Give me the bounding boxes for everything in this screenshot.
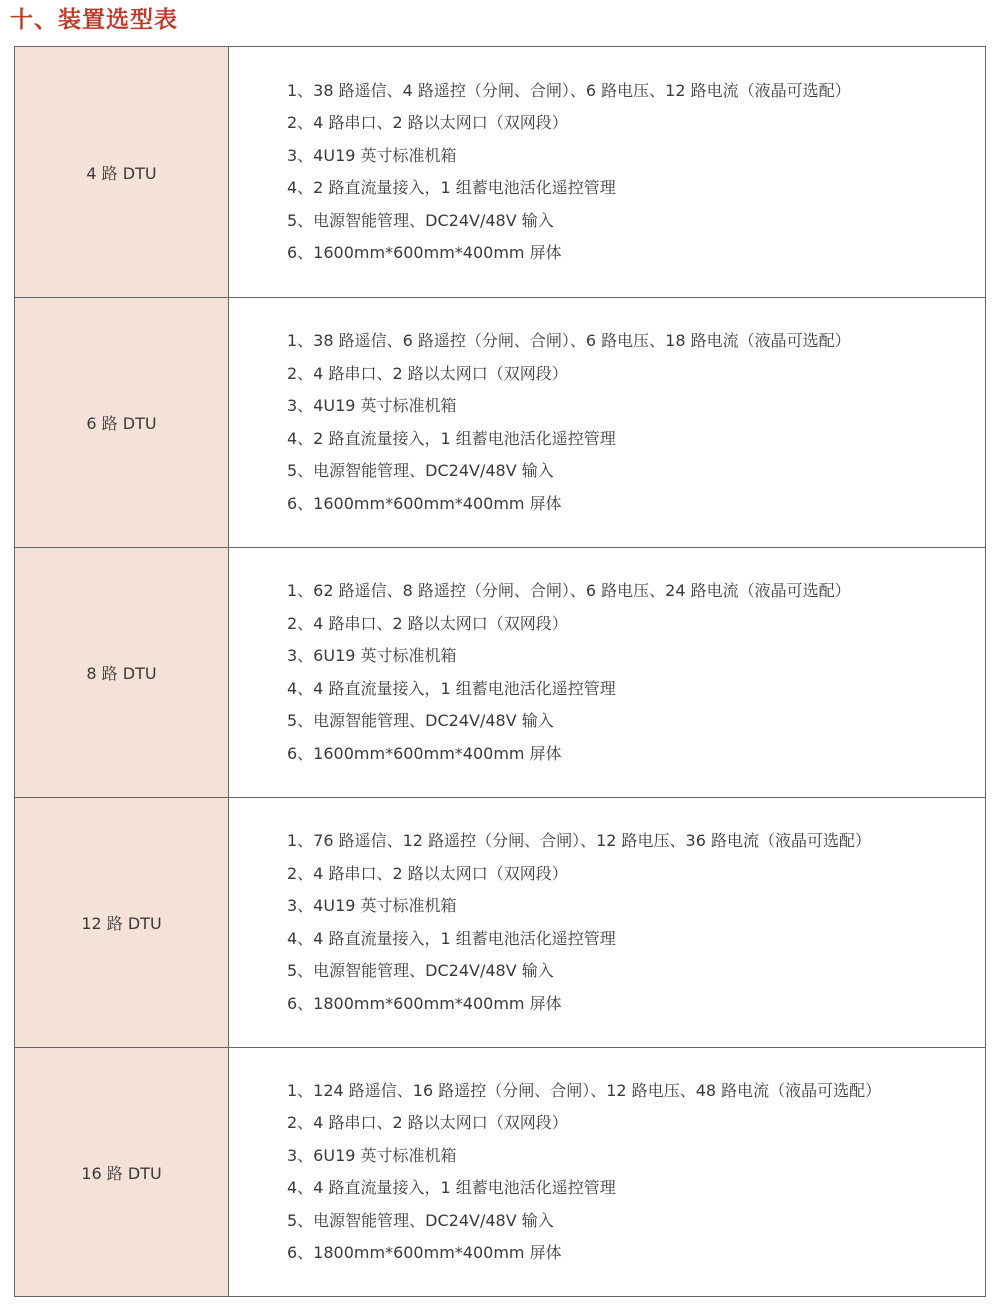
- spec-item: 5、电源智能管理、DC24V/48V 输入: [287, 961, 554, 980]
- spec-item: 6、1600mm*600mm*400mm 屏体: [287, 743, 562, 763]
- spec-item: 6、1800mm*600mm*400mm 屏体: [287, 1243, 562, 1262]
- spec-item: 3、4U19 英寸标准机箱: [287, 145, 457, 165]
- model-label: 6 路 DTU: [15, 298, 229, 547]
- spec-item: 3、6U19 英寸标准机箱: [287, 646, 457, 665]
- spec-item: 6、1600mm*600mm*400mm 屏体: [287, 243, 562, 262]
- spec-item: 2、4 路串口、2 路以太网口（双网段）: [287, 613, 568, 633]
- spec-item: 2、4 路串口、2 路以太网口（双网段）: [287, 113, 568, 132]
- spec-list: [229, 548, 985, 797]
- spec-item: 1、62 路遥信、8 路遥控（分闸、合闸）、6 路电压、24 路电流（液晶可选配）: [287, 581, 851, 600]
- spec-item: 6、1800mm*600mm*400mm 屏体: [287, 993, 562, 1013]
- spec-list: [229, 298, 985, 547]
- spec-item: 3、6U19 英寸标准机箱: [287, 1145, 457, 1165]
- spec-item: 3、4U19 英寸标准机箱: [287, 396, 457, 415]
- table-row: [15, 298, 985, 548]
- model-label: 4 路 DTU: [15, 47, 229, 297]
- spec-item: 5、电源智能管理、DC24V/48V 输入: [287, 210, 554, 230]
- table-row: [15, 798, 985, 1048]
- spec-item: 4、4 路直流量接入，1 组蓄电池活化遥控管理: [287, 678, 616, 698]
- spec-list: [229, 47, 985, 297]
- spec-item: 1、76 路遥信、12 路遥控（分闸、合闸）、12 路电压、36 路电流（液晶可选配）: [287, 831, 871, 850]
- table-row: [15, 1048, 985, 1296]
- selection-table: [14, 46, 986, 1297]
- spec-item: 2、4 路串口、2 路以太网口（双网段）: [287, 863, 568, 883]
- spec-list: [229, 798, 985, 1047]
- spec-item: 4、4 路直流量接入，1 组蓄电池活化遥控管理: [287, 928, 616, 948]
- model-label: 8 路 DTU: [15, 548, 229, 797]
- spec-item: 5、电源智能管理、DC24V/48V 输入: [287, 711, 554, 730]
- model-label: 12 路 DTU: [15, 798, 229, 1047]
- spec-item: 5、电源智能管理、DC24V/48V 输入: [287, 461, 554, 480]
- spec-item: 1、38 路遥信、6 路遥控（分闸、合闸）、6 路电压、18 路电流（液晶可选配）: [287, 331, 851, 350]
- model-label: 16 路 DTU: [15, 1048, 229, 1296]
- spec-list: [229, 1048, 985, 1296]
- spec-item: 4、2 路直流量接入，1 组蓄电池活化遥控管理: [287, 178, 616, 197]
- spec-item: 1、38 路遥信、4 路遥控（分闸、合闸）、6 路电压、12 路电流（液晶可选配）: [287, 80, 851, 100]
- spec-item: 4、2 路直流量接入，1 组蓄电池活化遥控管理: [287, 428, 616, 448]
- spec-item: 1、124 路遥信、16 路遥控（分闸、合闸）、12 路电压、48 路电流（液晶可选配）: [287, 1080, 882, 1100]
- table-row: [15, 47, 985, 298]
- spec-item: 6、1600mm*600mm*400mm 屏体: [287, 493, 562, 513]
- spec-item: 3、4U19 英寸标准机箱: [287, 896, 457, 915]
- spec-item: 5、电源智能管理、DC24V/48V 输入: [287, 1210, 554, 1230]
- spec-item: 4、4 路直流量接入，1 组蓄电池活化遥控管理: [287, 1178, 616, 1197]
- spec-item: 2、4 路串口、2 路以太网口（双网段）: [287, 363, 568, 383]
- table-row: [15, 548, 985, 798]
- spec-item: 2、4 路串口、2 路以太网口（双网段）: [287, 1113, 568, 1132]
- page-title: 十、装置选型表: [10, 7, 178, 33]
